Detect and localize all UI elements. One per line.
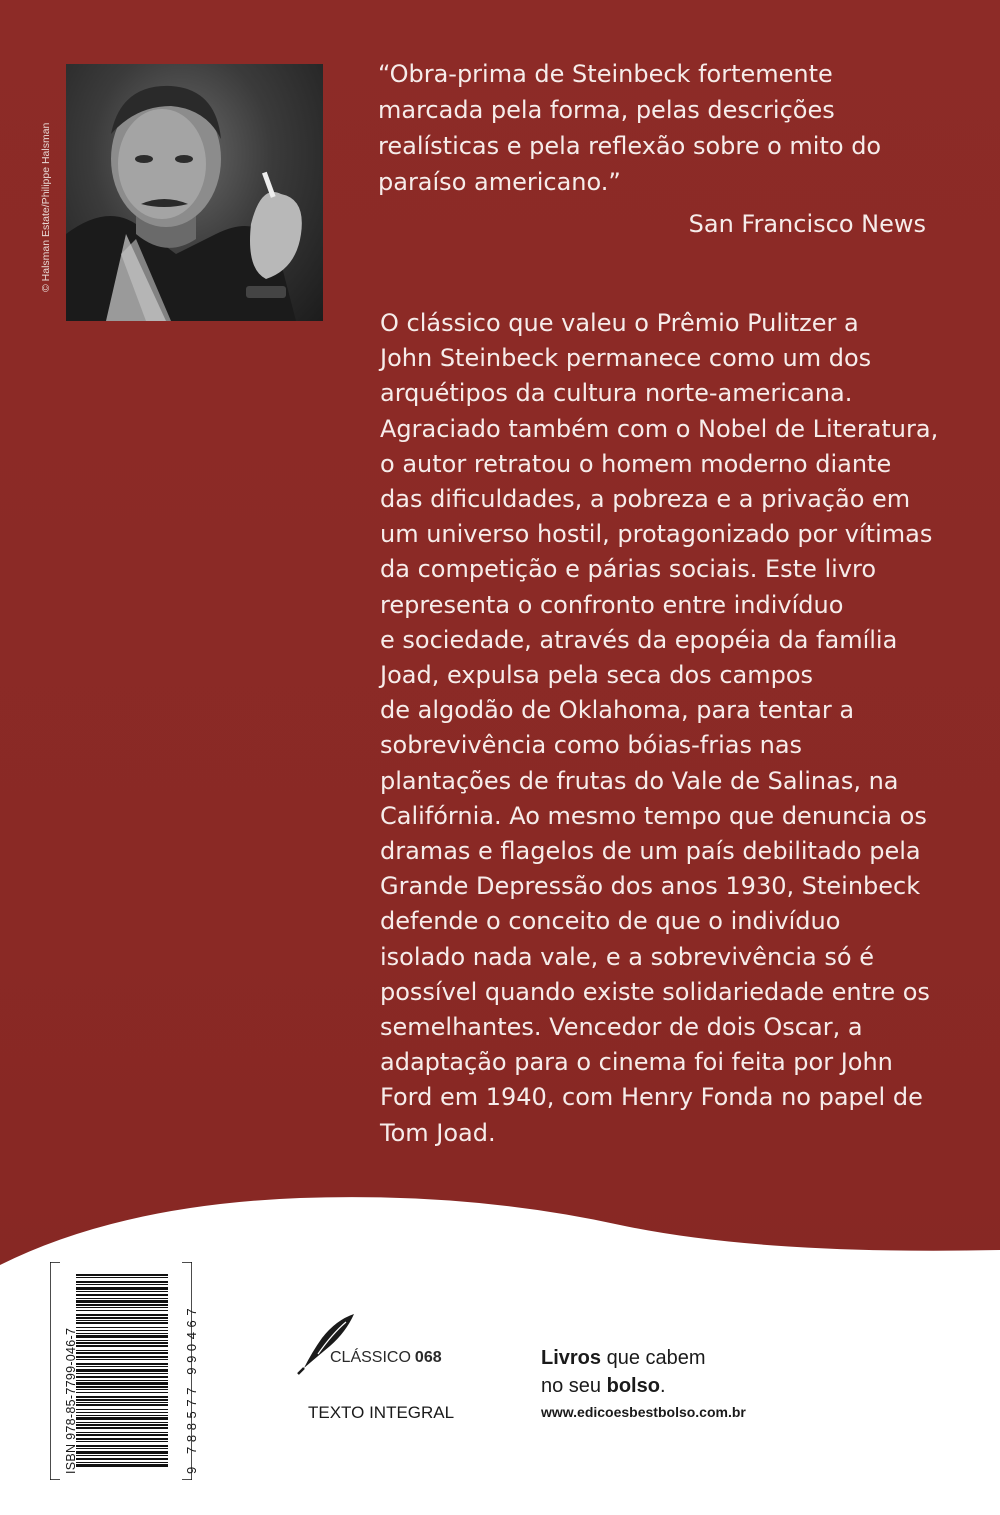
isbn-text: ISBN 978-85-7799-046-7 — [64, 1327, 78, 1474]
barcode-bar — [76, 1448, 168, 1449]
barcode-bar — [76, 1356, 168, 1358]
barcode-bar — [76, 1310, 168, 1311]
synopsis-line: defende o conceito de que o indivíduo — [380, 907, 841, 936]
barcode-bar — [76, 1335, 168, 1338]
barcode-bar — [76, 1294, 168, 1296]
synopsis-line: das dificuldades, a pobreza e a privação em — [380, 485, 911, 514]
synopsis-line: plantações de frutas do Vale de Salinas, na — [380, 766, 899, 795]
synopsis-line: adaptação para o cinema foi feita por John — [380, 1048, 893, 1077]
barcode-bar — [76, 1445, 168, 1447]
barcode-bar — [76, 1307, 168, 1308]
review-quote — [378, 56, 958, 200]
barcode-bar — [76, 1392, 168, 1393]
author-photo — [66, 64, 323, 321]
barcode-bar — [76, 1342, 168, 1344]
barcode-bar — [76, 1284, 168, 1285]
barcode-bar — [76, 1274, 168, 1276]
barcode-bar — [76, 1451, 168, 1454]
barcode-bar — [76, 1333, 168, 1334]
barcode-bar — [76, 1330, 168, 1331]
series-number: 068 — [414, 1349, 442, 1366]
author-portrait-illustration — [66, 64, 323, 321]
barcode-bar — [76, 1462, 168, 1463]
synopsis-line: arquétipos da cultura norte-americana. — [380, 379, 853, 408]
publisher-website: www.edicoesbestbolso.com.br — [541, 1404, 746, 1420]
barcode-bar — [76, 1369, 168, 1372]
synopsis-line: e sociedade, através da epopéia da família — [380, 625, 898, 654]
tagline-word: Livros — [541, 1347, 602, 1369]
barcode-bar — [76, 1327, 168, 1328]
barcode-bar — [76, 1300, 168, 1303]
quote-line: paraíso americano.” — [378, 168, 621, 196]
barcode-bar — [76, 1434, 168, 1436]
barcode-bar — [76, 1304, 168, 1306]
barcode-bar — [76, 1417, 168, 1420]
barcode-bar — [76, 1427, 168, 1429]
synopsis-line: Joad, expulsa pela seca dos campos — [380, 661, 814, 690]
barcode-bar — [76, 1350, 168, 1351]
barcode-bar — [76, 1389, 168, 1390]
synopsis-line: semelhantes. Vencedor de dois Oscar, a — [380, 1013, 863, 1042]
barcode-bar — [76, 1277, 168, 1278]
barcode-bar — [76, 1352, 168, 1354]
barcode-digits: 9 788577 990467 — [184, 1303, 199, 1474]
barcode-bar — [76, 1424, 168, 1426]
barcode-bar — [76, 1422, 168, 1423]
barcode-bar — [76, 1366, 168, 1367]
synopsis-line: Agraciado também com o Nobel de Literatura, — [380, 414, 939, 443]
barcode-bar — [76, 1386, 168, 1388]
synopsis-line: isolado nada vale, e a sobrevivência só é — [380, 942, 874, 971]
barcode-bar — [76, 1415, 168, 1416]
barcode-bar — [76, 1281, 168, 1283]
synopsis-line: O clássico que valeu o Prêmio Pulitzer a — [380, 309, 859, 337]
synopsis-line: Tom Joad. — [380, 1118, 496, 1147]
barcode-bar — [76, 1287, 168, 1290]
synopsis — [380, 306, 980, 1151]
quote-line: “Obra-prima de Steinbeck fortemente — [378, 60, 833, 88]
barcode-bar — [76, 1380, 168, 1381]
barcode-bar — [76, 1455, 168, 1456]
barcode-bar — [76, 1382, 168, 1385]
barcode-bar — [76, 1412, 168, 1413]
quote-line: realísticas e pela reflexão sobre o mito do — [378, 132, 882, 160]
series-label — [330, 1349, 442, 1367]
synopsis-line: representa o confronto entre indivíduo — [380, 590, 844, 619]
barcode-bar — [76, 1464, 168, 1467]
barcode-bar — [76, 1399, 168, 1401]
barcode-bar — [76, 1314, 168, 1316]
edition-label: TEXTO INTEGRAL — [308, 1403, 455, 1422]
synopsis-line: de algodão de Oklahoma, para tentar a — [380, 696, 855, 725]
tagline-text: que cabem — [601, 1347, 706, 1369]
barcode-bar — [76, 1340, 168, 1341]
barcode-bar — [76, 1317, 168, 1319]
barcode-bar — [76, 1441, 168, 1442]
synopsis-line: Grande Depressão dos anos 1930, Steinbeck — [380, 872, 921, 901]
barcode-bar — [76, 1359, 168, 1360]
tagline-word: bolso — [606, 1375, 660, 1397]
barcode-bar — [76, 1298, 168, 1299]
synopsis-line: Califórnia. Ao mesmo tempo que denuncia os — [380, 801, 927, 830]
synopsis-line: da competição e párias sociais. Este livro — [380, 555, 877, 584]
barcode-bar — [76, 1291, 168, 1292]
synopsis-line: o autor retratou o homem moderno diante — [380, 449, 892, 478]
barcode-bar — [76, 1322, 168, 1324]
barcode-bar — [76, 1402, 168, 1403]
synopsis-line: sobrevivência como bóias-frias nas — [380, 731, 803, 760]
barcode-bar — [76, 1409, 168, 1410]
barcode-bar — [76, 1432, 168, 1433]
synopsis-line: possível quando existe solidariedade entre os — [380, 977, 930, 1006]
barcode-bar — [76, 1458, 168, 1460]
tagline-text: no seu — [541, 1375, 607, 1397]
quote-source: San Francisco News — [688, 210, 926, 238]
synopsis-line: John Steinbeck permanece como um dos — [380, 344, 872, 373]
barcode-bar — [76, 1396, 168, 1398]
barcode-bar — [76, 1438, 168, 1440]
quote-line: marcada pela forma, pelas descrições — [378, 96, 835, 124]
series-name: CLÁSSICO — [330, 1349, 411, 1366]
barcode-bar — [76, 1345, 168, 1347]
barcode-bar — [76, 1320, 168, 1321]
barcode-bar — [76, 1373, 168, 1374]
barcode-bar — [76, 1376, 168, 1378]
synopsis-line: dramas e flagelos de um país debilitado pela — [380, 837, 921, 866]
synopsis-line: Ford em 1940, com Henry Fonda no papel de — [380, 1083, 923, 1112]
barcode-bar — [76, 1363, 168, 1365]
barcode-bar — [76, 1404, 168, 1406]
synopsis-line: um universo hostil, protagonizado por vítimas — [380, 520, 933, 549]
tagline-text: . — [659, 1375, 666, 1397]
photo-credit: © Halsman Estate/Philippe Halsman — [40, 122, 52, 292]
publisher-tagline — [541, 1344, 706, 1400]
